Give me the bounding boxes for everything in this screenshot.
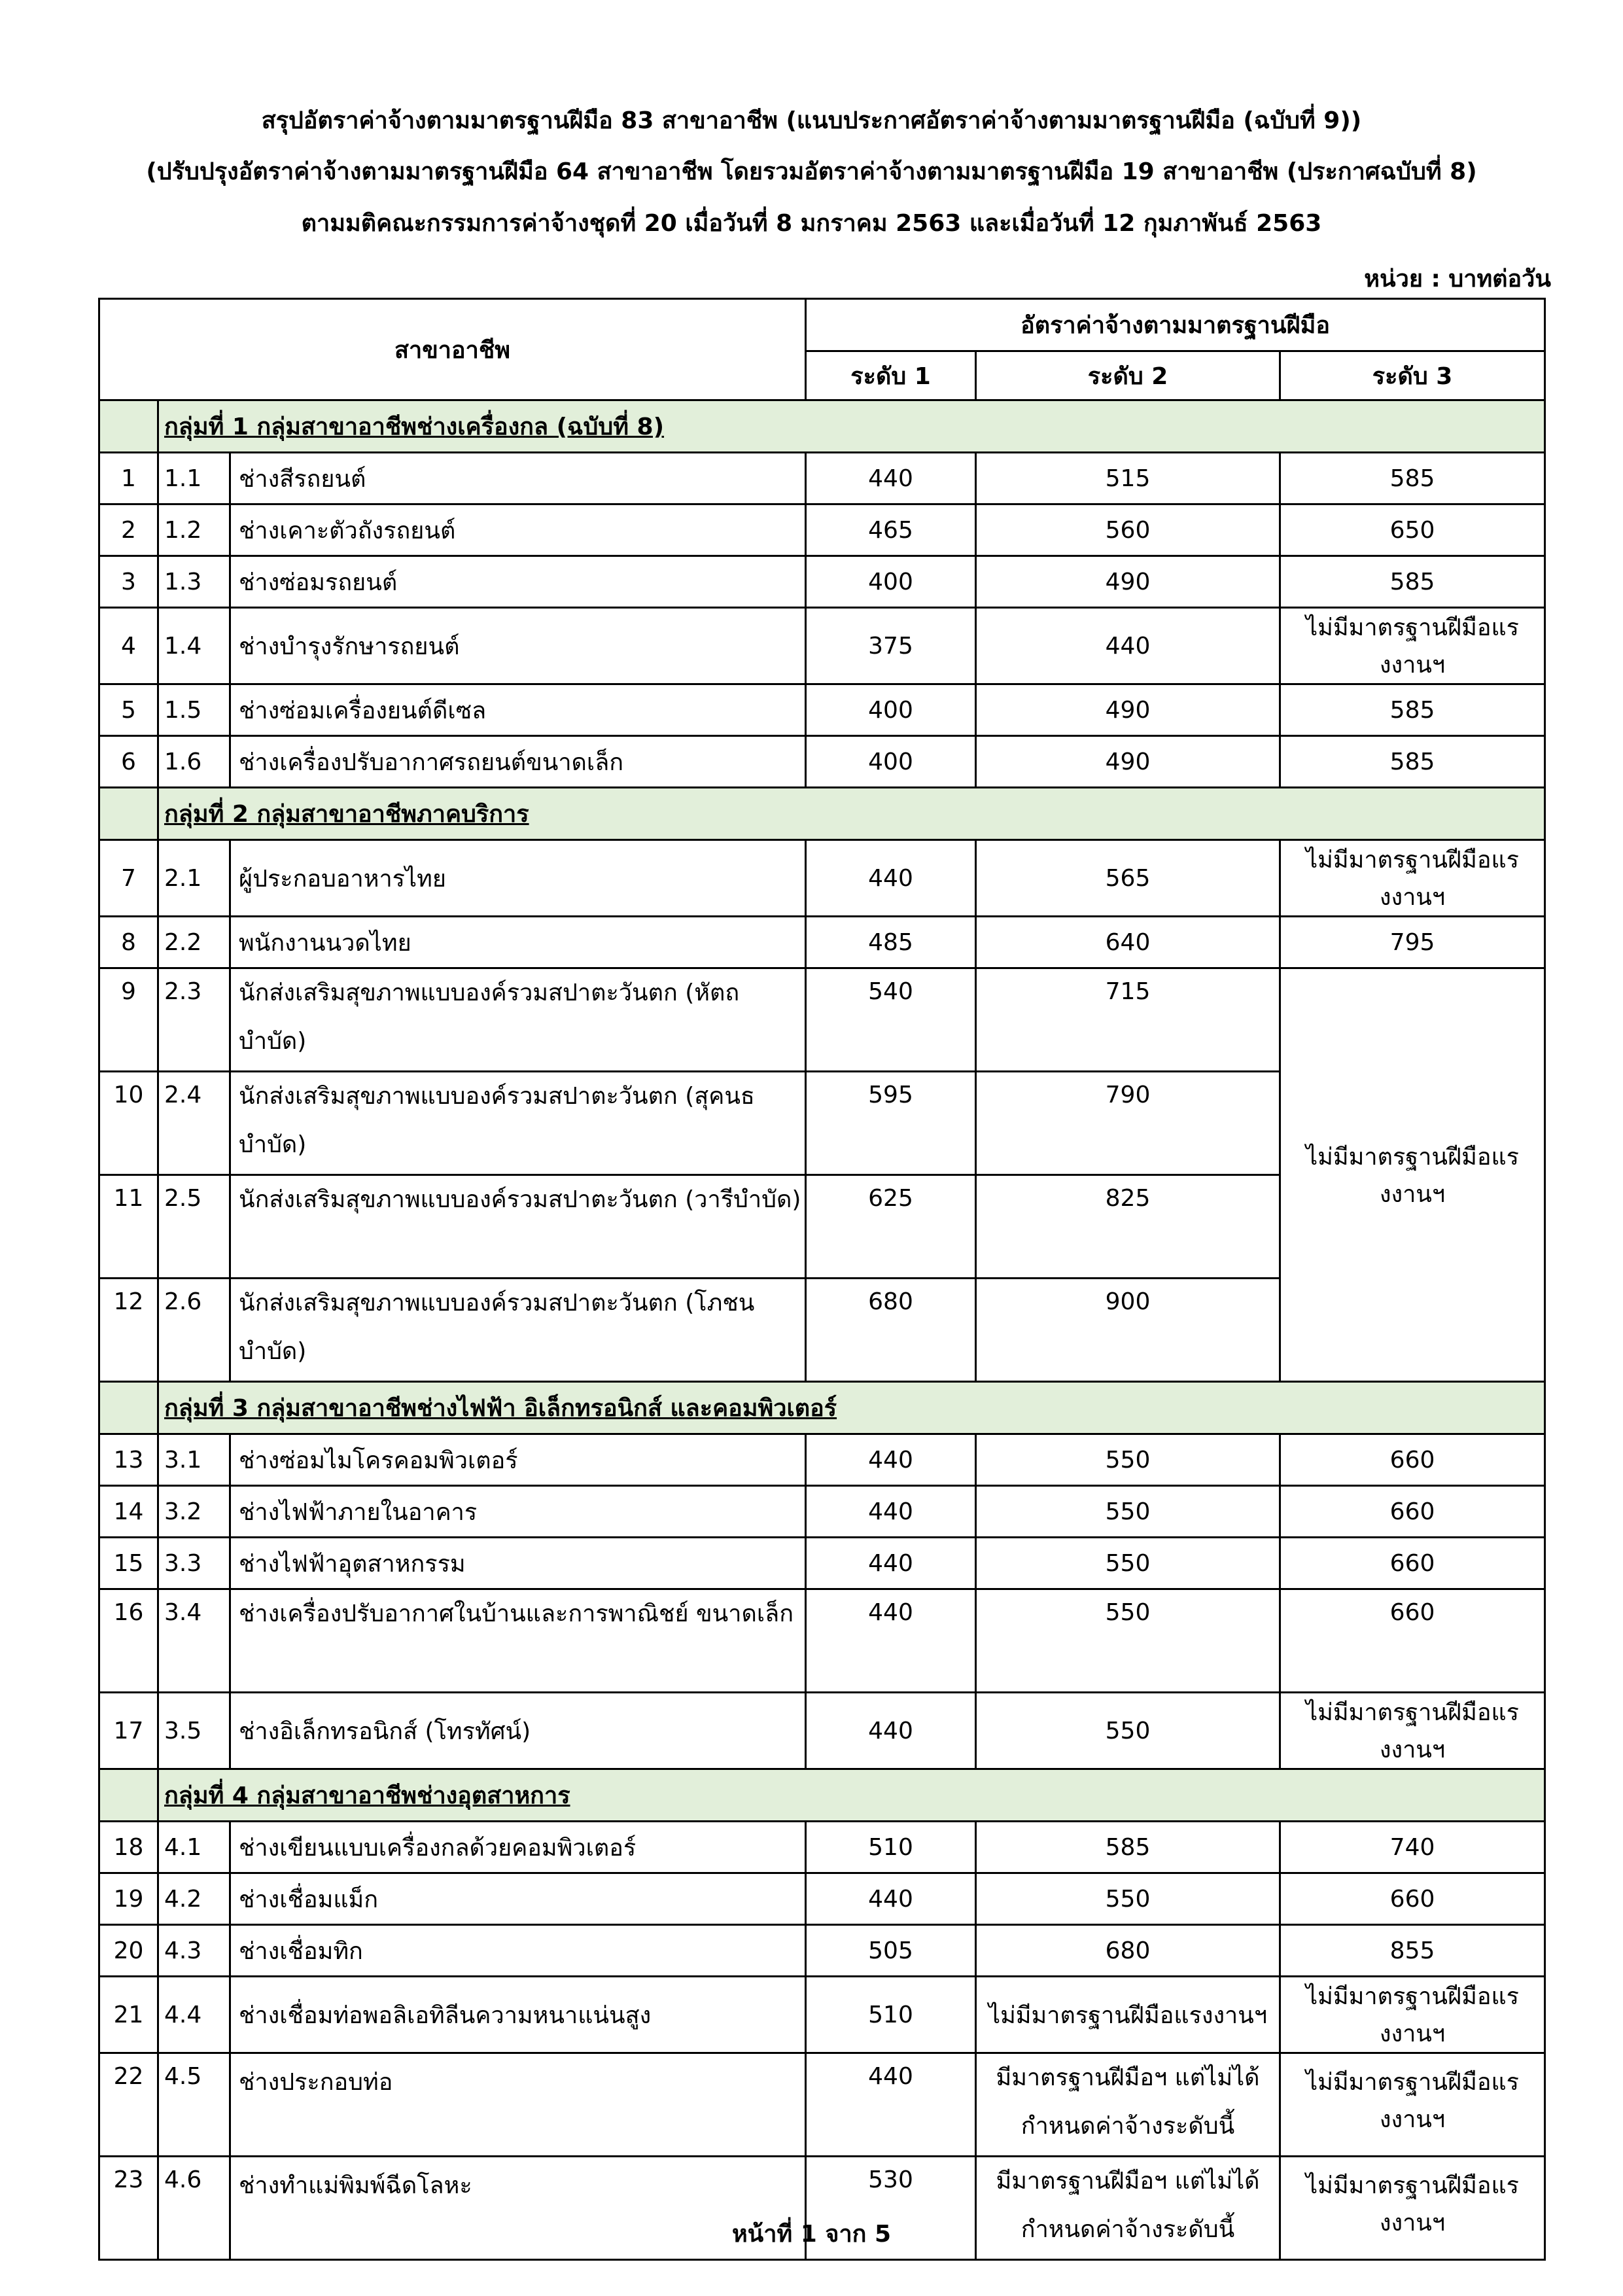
row-occupation: ช่างเชื่อมท่อพอลิเอทิลีนความหนาแน่นสูง — [230, 1977, 806, 2053]
row-level-3: 740 — [1280, 1822, 1545, 1873]
row-level-2: 550 — [976, 1873, 1280, 1925]
group-spacer — [99, 400, 158, 453]
group-spacer — [99, 788, 158, 840]
row-level-1: 465 — [806, 504, 976, 556]
row-level-2: 900 — [976, 1279, 1280, 1382]
row-level-3: 660 — [1280, 1434, 1545, 1486]
row-number: 2 — [99, 504, 158, 556]
row-occupation: ช่างเชื่อมทิก — [230, 1925, 806, 1977]
row-level-2: 490 — [976, 556, 1280, 608]
row-number: 6 — [99, 736, 158, 788]
row-level-1: 440 — [806, 1693, 976, 1769]
row-number: 5 — [99, 684, 158, 736]
row-occupation: ช่างไฟฟ้าภายในอาคาร — [230, 1486, 806, 1538]
row-level-2: 585 — [976, 1822, 1280, 1873]
group-spacer — [99, 1382, 158, 1434]
row-number: 4 — [99, 608, 158, 684]
row-level-1: 540 — [806, 968, 976, 1072]
row-occupation: ช่างสีรถยนต์ — [230, 453, 806, 504]
row-code: 1.6 — [158, 736, 230, 788]
row-level-2: 550 — [976, 1589, 1280, 1693]
row-number: 17 — [99, 1693, 158, 1769]
row-level-1: 505 — [806, 1925, 976, 1977]
group-row — [99, 1769, 1545, 1822]
row-code: 4.1 — [158, 1822, 230, 1873]
wage-rate-table — [98, 298, 1546, 2261]
row-code: 1.1 — [158, 453, 230, 504]
row-number: 9 — [99, 968, 158, 1072]
row-level-2: 640 — [976, 917, 1280, 968]
row-code: 1.2 — [158, 504, 230, 556]
row-level-2: 490 — [976, 684, 1280, 736]
table-row — [99, 1434, 1545, 1486]
row-number: 23 — [99, 2157, 158, 2260]
row-level-3: 660 — [1280, 1538, 1545, 1589]
row-level-1: 440 — [806, 840, 976, 917]
row-level-1: 375 — [806, 608, 976, 684]
row-number: 16 — [99, 1589, 158, 1693]
table-row — [99, 840, 1545, 917]
row-occupation: ช่างเครื่องปรับอากาศในบ้านและการพาณิชย์ ขนาดเล็ก — [230, 1589, 806, 1693]
row-occupation: ช่างซ่อมไมโครคอมพิวเตอร์ — [230, 1434, 806, 1486]
table-row — [99, 1977, 1545, 2053]
document-resolution-line: ตามมติคณะกรรมการค่าจ้างชุดที่ 20 เมื่อวันที่ 8 มกราคม 2563 และเมื่อวันที่ 12 กุมภาพันธ์ 2563 — [301, 210, 1322, 237]
row-number: 18 — [99, 1822, 158, 1873]
row-level-1: 510 — [806, 1977, 976, 2053]
row-number: 10 — [99, 1072, 158, 1175]
table-row — [99, 2053, 1545, 2157]
row-level-1: 400 — [806, 736, 976, 788]
table-row — [99, 1589, 1545, 1693]
row-number: 7 — [99, 840, 158, 917]
row-number: 13 — [99, 1434, 158, 1486]
row-level-1: 510 — [806, 1822, 976, 1873]
row-number: 3 — [99, 556, 158, 608]
row-occupation: นักส่งเสริมสุขภาพแบบองค์รวมสปาตะวันตก (หัตถบำบัด) — [230, 968, 806, 1072]
row-level-3: 660 — [1280, 1486, 1545, 1538]
row-number: 11 — [99, 1175, 158, 1279]
row-code: 3.4 — [158, 1589, 230, 1693]
row-level-3: 855 — [1280, 1925, 1545, 1977]
row-code: 3.3 — [158, 1538, 230, 1589]
row-occupation: นักส่งเสริมสุขภาพแบบองค์รวมสปาตะวันตก (วารีบำบัด) — [230, 1175, 806, 1279]
page-number: หน้าที่ 1 จาก 5 — [731, 2221, 892, 2248]
table-row — [99, 504, 1545, 556]
table-row — [99, 684, 1545, 736]
row-occupation: ผู้ประกอบอาหารไทย — [230, 840, 806, 917]
row-level-2: มีมาตรฐานฝีมือฯ แต่ไม่ได้ กำหนดค่าจ้างระดับนี้ — [976, 2157, 1280, 2260]
group-row — [99, 1382, 1545, 1434]
row-level-1: 400 — [806, 684, 976, 736]
row-occupation: ช่างไฟฟ้าอุตสาหกรรม — [230, 1538, 806, 1589]
row-number: 15 — [99, 1538, 158, 1589]
row-code: 3.5 — [158, 1693, 230, 1769]
row-number: 12 — [99, 1279, 158, 1382]
row-code: 4.6 — [158, 2157, 230, 2260]
row-level-1: 440 — [806, 1486, 976, 1538]
row-level-3: ไม่มีมาตรฐานฝีมือแรงงานฯ — [1280, 1693, 1545, 1769]
row-level-2: 550 — [976, 1486, 1280, 1538]
row-level-3: 585 — [1280, 453, 1545, 504]
unit-label: หน่วย : บาทต่อวัน — [1364, 266, 1551, 292]
row-number: 1 — [99, 453, 158, 504]
group-row — [99, 400, 1545, 453]
row-number: 20 — [99, 1925, 158, 1977]
row-code: 2.2 — [158, 917, 230, 968]
row-occupation: ช่างบำรุงรักษารถยนต์ — [230, 608, 806, 684]
header-rate: อัตราค่าจ้างตามมาตรฐานฝีมือ — [806, 299, 1545, 351]
row-level-1: 530 — [806, 2157, 976, 2260]
row-level-1: 440 — [806, 1873, 976, 1925]
row-level-1: 440 — [806, 453, 976, 504]
header-occupation: สาขาอาชีพ — [99, 299, 806, 400]
row-level-3: 585 — [1280, 556, 1545, 608]
document-subtitle: (ปรับปรุงอัตราค่าจ้างตามมาตรฐานฝีมือ 64 สาขาอาชีพ โดยรวมอัตราค่าจ้างตามมาตรฐานฝีมือ 19 สาขาอาชีพ (ประกาศฉบับที่ 8) — [146, 158, 1477, 185]
row-level-2: 490 — [976, 736, 1280, 788]
row-level-3: 585 — [1280, 736, 1545, 788]
row-level-2: 550 — [976, 1538, 1280, 1589]
row-number: 14 — [99, 1486, 158, 1538]
row-level-2: 515 — [976, 453, 1280, 504]
row-number: 19 — [99, 1873, 158, 1925]
row-code: 3.1 — [158, 1434, 230, 1486]
row-level-2: มีมาตรฐานฝีมือฯ แต่ไม่ได้ กำหนดค่าจ้างระดับนี้ — [976, 2053, 1280, 2157]
row-level-3: ไม่มีมาตรฐานฝีมือแรงงานฯ — [1280, 2157, 1545, 2260]
group-title: กลุ่มที่ 4 กลุ่มสาขาอาชีพช่างอุตสาหการ — [158, 1769, 1545, 1822]
row-occupation: นักส่งเสริมสุขภาพแบบองค์รวมสปาตะวันตก (โภชนบำบัด) — [230, 1279, 806, 1382]
group-title: กลุ่มที่ 1 กลุ่มสาขาอาชีพช่างเครื่องกล (ฉบับที่ 8) — [158, 400, 1545, 453]
row-level-1: 440 — [806, 2053, 976, 2157]
row-level-2: 560 — [976, 504, 1280, 556]
row-level-1: 400 — [806, 556, 976, 608]
row-occupation: นักส่งเสริมสุขภาพแบบองค์รวมสปาตะวันตก (สุคนธบำบัด) — [230, 1072, 806, 1175]
row-occupation: ช่างประกอบท่อ — [230, 2053, 806, 2157]
row-number: 22 — [99, 2053, 158, 2157]
row-occupation: ช่างซ่อมรถยนต์ — [230, 556, 806, 608]
table-row — [99, 968, 1545, 1072]
row-level-3: 585 — [1280, 684, 1545, 736]
row-code: 2.3 — [158, 968, 230, 1072]
row-level-3: 660 — [1280, 1589, 1545, 1693]
row-level-3: 795 — [1280, 917, 1545, 968]
row-code: 4.5 — [158, 2053, 230, 2157]
table-row — [99, 1538, 1545, 1589]
row-code: 1.4 — [158, 608, 230, 684]
document-title: สรุปอัตราค่าจ้างตามมาตรฐานฝีมือ 83 สาขาอาชีพ (แนบประกาศอัตราค่าจ้างตามมาตรฐานฝีมือ (ฉบับที่ 9)) — [261, 107, 1362, 134]
row-code: 2.5 — [158, 1175, 230, 1279]
row-occupation: ช่างเคาะตัวถังรถยนต์ — [230, 504, 806, 556]
group-title: กลุ่มที่ 3 กลุ่มสาขาอาชีพช่างไฟฟ้า อิเล็กทรอนิกส์ และคอมพิวเตอร์ — [158, 1382, 1545, 1434]
row-number: 21 — [99, 1977, 158, 2053]
row-level-1: 625 — [806, 1175, 976, 1279]
group-row — [99, 788, 1545, 840]
row-level-2: ไม่มีมาตรฐานฝีมือแรงงานฯ — [976, 1977, 1280, 2053]
row-occupation: ช่างทำแม่พิมพ์ฉีดโลหะ — [230, 2157, 806, 2260]
table-row — [99, 1486, 1545, 1538]
row-level-1: 485 — [806, 917, 976, 968]
row-code: 4.2 — [158, 1873, 230, 1925]
row-level-2: 550 — [976, 1693, 1280, 1769]
merged-level-3: ไม่มีมาตรฐานฝีมือแรงงานฯ — [1280, 968, 1545, 1382]
row-code: 1.3 — [158, 556, 230, 608]
group-title: กลุ่มที่ 2 กลุ่มสาขาอาชีพภาคบริการ — [158, 788, 1545, 840]
row-level-1: 440 — [806, 1434, 976, 1486]
row-level-2: 550 — [976, 1434, 1280, 1486]
row-level-2: 440 — [976, 608, 1280, 684]
row-code: 4.4 — [158, 1977, 230, 2053]
row-level-1: 680 — [806, 1279, 976, 1382]
row-level-2: 825 — [976, 1175, 1280, 1279]
header-level-1: ระดับ 1 — [806, 351, 976, 400]
row-level-2: 680 — [976, 1925, 1280, 1977]
row-level-3: ไม่มีมาตรฐานฝีมือแรงงานฯ — [1280, 1977, 1545, 2053]
row-code: 1.5 — [158, 684, 230, 736]
row-level-3: ไม่มีมาตรฐานฝีมือแรงงานฯ — [1280, 608, 1545, 684]
row-code: 4.3 — [158, 1925, 230, 1977]
row-occupation: พนักงานนวดไทย — [230, 917, 806, 968]
row-level-3: 660 — [1280, 1873, 1545, 1925]
row-level-2: 715 — [976, 968, 1280, 1072]
row-level-2: 565 — [976, 840, 1280, 917]
row-level-3: 650 — [1280, 504, 1545, 556]
row-occupation: ช่างอิเล็กทรอนิกส์ (โทรทัศน์) — [230, 1693, 806, 1769]
group-spacer — [99, 1769, 158, 1822]
row-level-3: ไม่มีมาตรฐานฝีมือแรงงานฯ — [1280, 2053, 1545, 2157]
table-row — [99, 1693, 1545, 1769]
row-level-3: ไม่มีมาตรฐานฝีมือแรงงานฯ — [1280, 840, 1545, 917]
table-row — [99, 1822, 1545, 1873]
row-occupation: ช่างเชื่อมแม็ก — [230, 1873, 806, 1925]
table-row — [99, 736, 1545, 788]
header-level-2: ระดับ 2 — [976, 351, 1280, 400]
row-code: 2.1 — [158, 840, 230, 917]
row-level-1: 595 — [806, 1072, 976, 1175]
table-row — [99, 1925, 1545, 1977]
table-row — [99, 1873, 1545, 1925]
row-level-2: 790 — [976, 1072, 1280, 1175]
row-level-1: 440 — [806, 1538, 976, 1589]
table-row — [99, 608, 1545, 684]
row-occupation: ช่างเขียนแบบเครื่องกลด้วยคอมพิวเตอร์ — [230, 1822, 806, 1873]
table-row — [99, 556, 1545, 608]
row-code: 3.2 — [158, 1486, 230, 1538]
row-occupation: ช่างซ่อมเครื่องยนต์ดีเซล — [230, 684, 806, 736]
row-code: 2.4 — [158, 1072, 230, 1175]
row-occupation: ช่างเครื่องปรับอากาศรถยนต์ขนาดเล็ก — [230, 736, 806, 788]
header-level-3: ระดับ 3 — [1280, 351, 1545, 400]
table-row — [99, 917, 1545, 968]
row-number: 8 — [99, 917, 158, 968]
row-level-1: 440 — [806, 1589, 976, 1693]
row-code: 2.6 — [158, 1279, 230, 1382]
table-row — [99, 453, 1545, 504]
